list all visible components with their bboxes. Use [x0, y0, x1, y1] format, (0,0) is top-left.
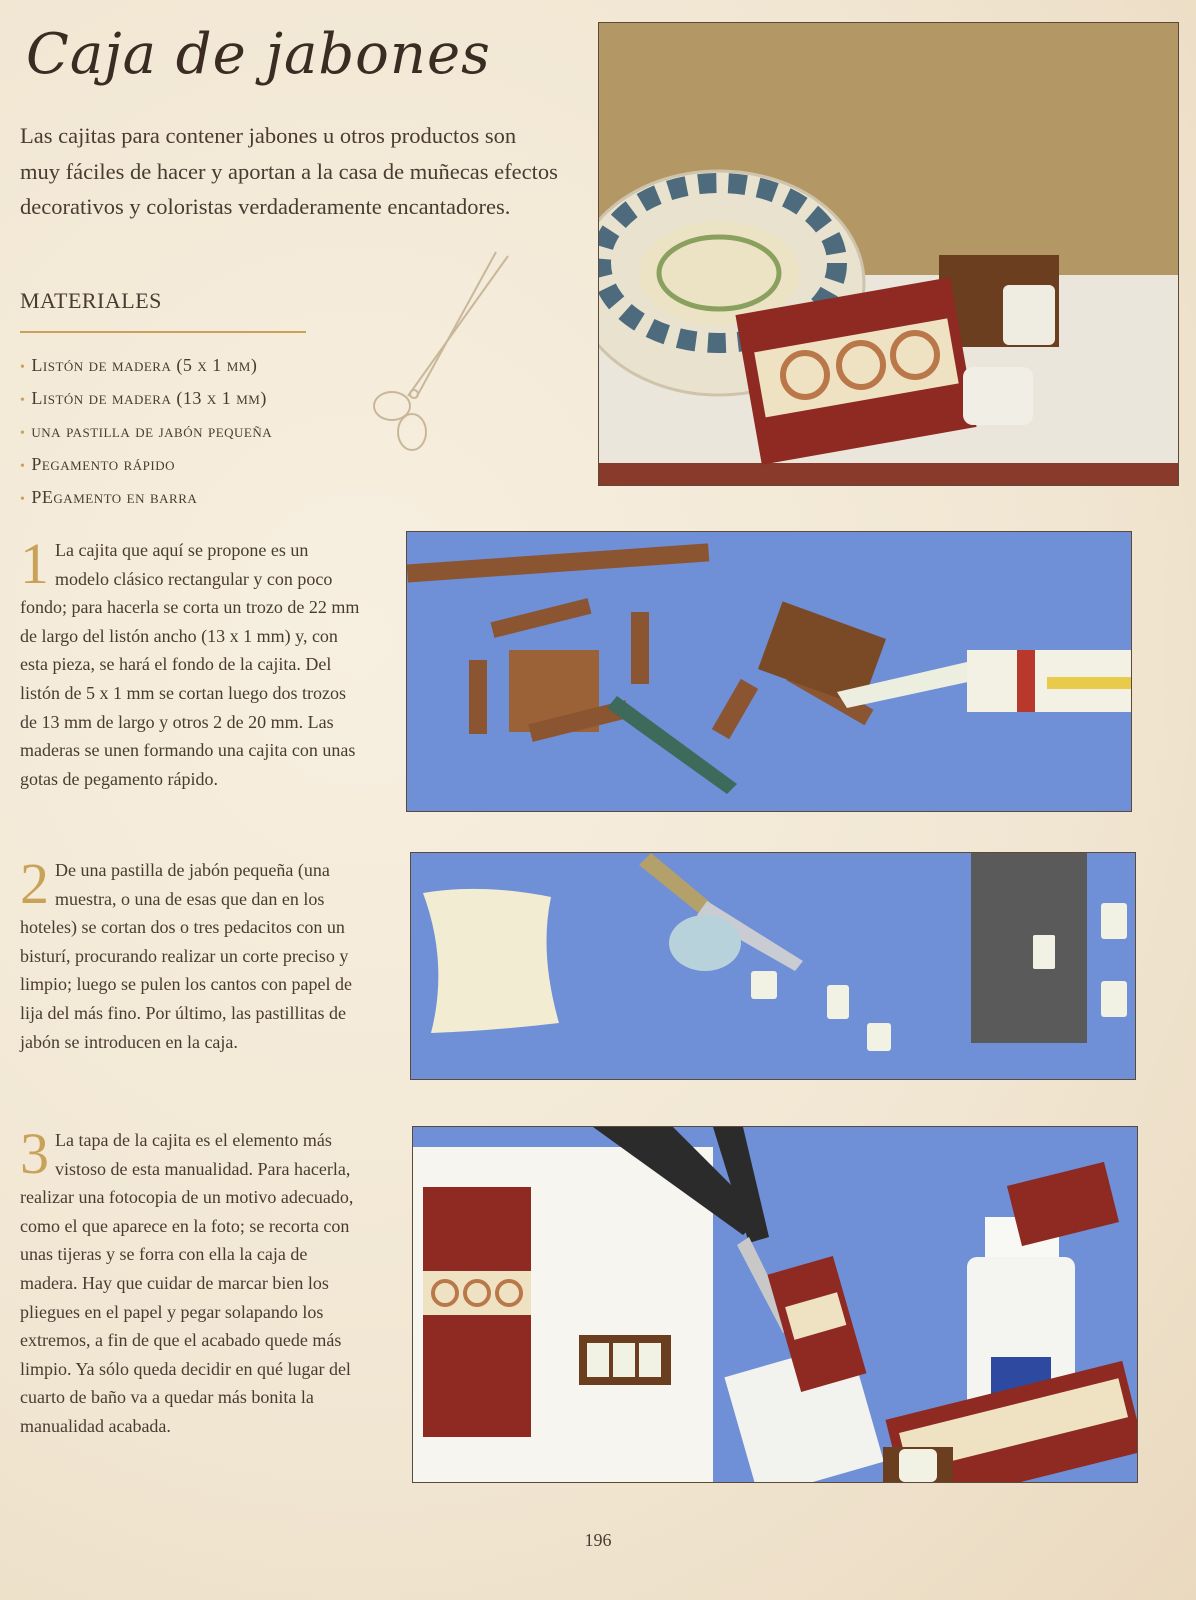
step-1-number: 1 [20, 531, 49, 596]
step-1-image [407, 532, 1131, 811]
step-1-photo [406, 531, 1132, 812]
bullet-icon: • [20, 393, 26, 408]
materials-item: • Pegamento rápido [20, 454, 176, 474]
materials-item: • una pastilla de jabón pequeña [20, 421, 273, 441]
step-2-photo [410, 852, 1136, 1080]
materials-list [20, 350, 272, 515]
step-2-text: 2 De una pastilla de jabón pequeña (una muestra, o una de esas que dan en los hoteles) se cortan dos o tres pedacitos con un bisturí, procurando realizar un corte preciso y limpio; luego se pulen los cantos con papel de lija del más fino. Por último, las pastillitas de jabón se introducen en la caja. [20, 851, 352, 1052]
page-title: Caja de jabones [26, 22, 491, 87]
materials-divider [20, 331, 306, 333]
bullet-icon: • [20, 426, 26, 441]
bullet-icon: • [20, 492, 26, 507]
finished-soap-box-image [599, 23, 1178, 485]
materials-item: • Listón de madera (13 x 1 mm) [20, 388, 267, 408]
scissors-illustration [368, 246, 518, 456]
step-2-image [411, 853, 1135, 1079]
bullet-icon: • [20, 459, 26, 474]
step-3-number: 3 [20, 1121, 49, 1186]
intro-paragraph: Las cajitas para contener jabones u otros productos son muy fáciles de hacer y aportan a la casa de muñecas efectos decorativos y coloristas verdaderamente encantadores. [20, 123, 558, 219]
step-3-photo [412, 1126, 1138, 1483]
step-1-text: 1 La cajita que aquí se propone es un modelo clásico rectangular y con poco fondo; para hacerla se corta un trozo de 22 mm de largo del listón ancho (13 x 1 mm) y, con esta pieza, se hará el fondo de la cajita. Del listón de 5 x 1 mm se cortan luego dos trozos de 13 mm de largo y otros 2 de 20 mm. Las maderas se unen formando una cajita con unas gotas de pegamento rápido. [20, 531, 360, 789]
materials-item: • Listón de madera (5 x 1 mm) [20, 355, 258, 375]
step-3-text: 3 La tapa de la cajita es el elemento más vistoso de esta manualidad. Para hacerla, realizar una fotocopia de un motivo adecuado, como el que aparece en la foto; se recorta con unas tijeras y se forra con ella la caja de madera. Hay que cuidar de marcar bien los pliegues en el papel y pegar solapando los extremos, a fin de que el acabado quede más limpio. Ya sólo queda decidir en qué lugar del cuarto de baño va a quedar más bonita la manualidad acabada. [20, 1121, 354, 1436]
bullet-icon: • [20, 360, 26, 375]
step-2-number: 2 [20, 851, 49, 916]
finished-soap-box-photo [598, 22, 1179, 486]
page-number: 196 [584, 1530, 612, 1550]
materials-heading: MATERIALES [20, 288, 162, 313]
step-3-image [413, 1127, 1137, 1482]
materials-item: • PEgamento en barra [20, 487, 198, 507]
